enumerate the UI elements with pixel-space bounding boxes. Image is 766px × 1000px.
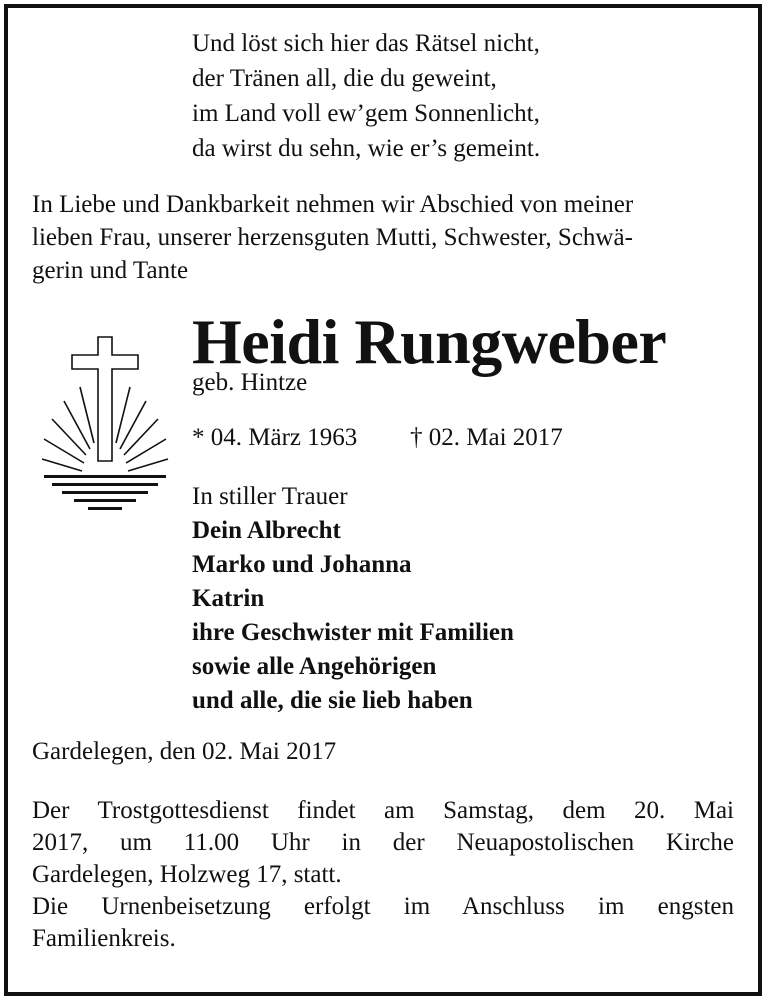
- service-line: Der Trostgottesdienst findet am Samstag, dem 20. Mai: [32, 797, 734, 824]
- service-line: Familienkreis.: [32, 925, 176, 952]
- intro-line: In Liebe und Dankbarkeit nehmen wir Abschied von meiner: [32, 191, 634, 218]
- intro-text: [32, 188, 736, 287]
- poem-line: Und löst sich hier das Rätsel nicht,: [192, 30, 540, 57]
- mourner-name: sowie alle Angehörigen: [192, 653, 437, 680]
- poem: [192, 26, 540, 166]
- poem-line: im Land voll ew’gem Sonnenlicht,: [192, 100, 540, 127]
- intro-line: gerin und Tante: [32, 257, 189, 284]
- service-line: Die Urnenbeisetzung erfolgt im Anschluss im engsten: [32, 893, 734, 920]
- maiden-name: geb. Hintze: [192, 369, 308, 396]
- birth-date: * 04. März 1963: [192, 424, 358, 451]
- mourners-list: [192, 480, 514, 718]
- death-date: † 02. Mai 2017: [410, 424, 563, 451]
- service-info: [32, 795, 734, 955]
- mourner-name: Marko und Johanna: [192, 551, 412, 578]
- service-line: 2017, um 11.00 Uhr in der Neuapostolischen Kirche: [32, 829, 734, 856]
- intro-line: lieben Frau, unserer herzensguten Mutti, Schwester, Schwä-: [32, 224, 633, 251]
- mourner-name: Dein Albrecht: [192, 517, 341, 544]
- cross-sunrise-icon: [38, 333, 172, 513]
- deceased-name: Heidi Rungweber: [192, 306, 667, 377]
- mourner-name: Katrin: [192, 585, 265, 612]
- service-line: Gardelegen, Holzweg 17, statt.: [32, 861, 342, 888]
- mourner-name: und alle, die sie lieb haben: [192, 687, 473, 714]
- poem-line: da wirst du sehn, wie er’s gemeint.: [192, 135, 541, 162]
- mourners-heading: In stiller Trauer: [192, 483, 348, 510]
- poem-line: der Tränen all, die du geweint,: [192, 65, 497, 92]
- mourner-name: ihre Geschwister mit Familien: [192, 619, 514, 646]
- place-date: Gardelegen, den 02. Mai 2017: [32, 738, 337, 765]
